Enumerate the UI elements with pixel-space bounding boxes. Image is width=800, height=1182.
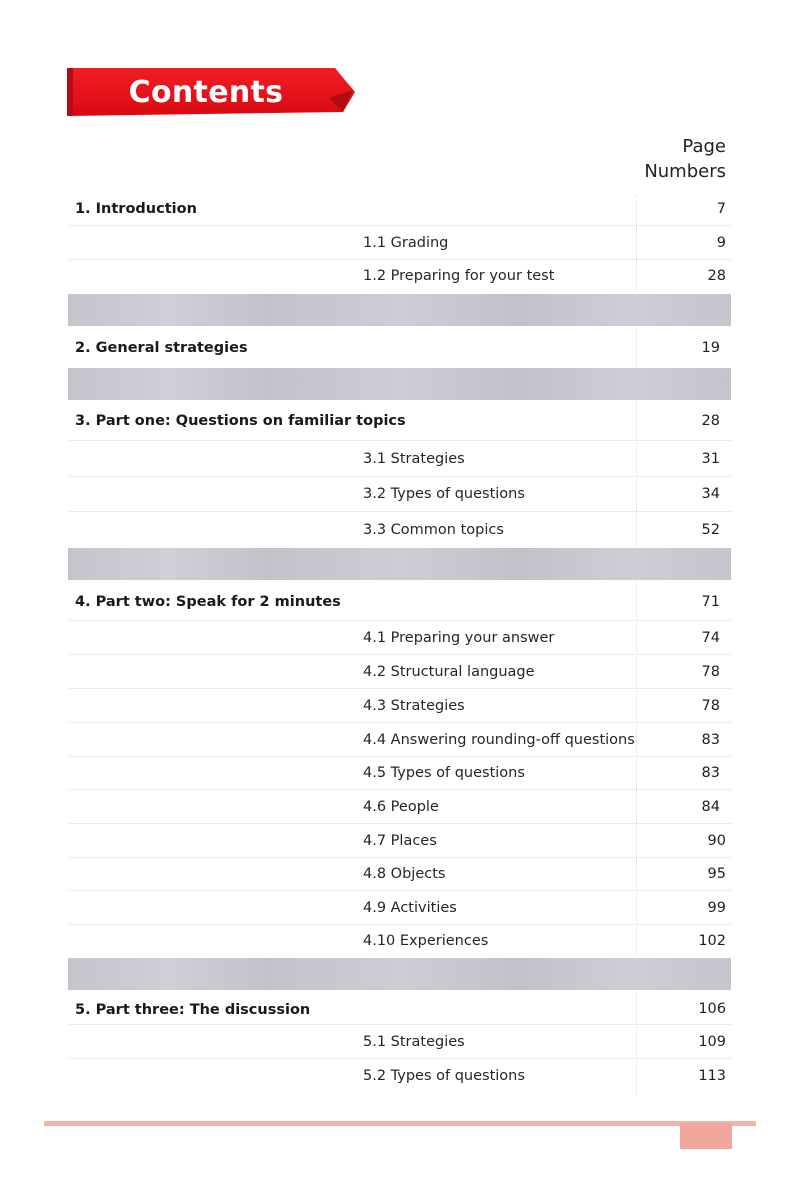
dotted-rule [68,511,731,512]
section-page-number: 19 [701,340,720,356]
page-header-line2: Numbers [644,161,726,182]
dotted-rule [68,476,731,477]
subsection-title: 4.7 Places [363,833,437,849]
section-separator [68,548,731,580]
subsection-title: 4.1 Preparing your answer [363,630,555,646]
dotted-rule [68,789,731,790]
subsection-page-number: 34 [701,486,720,502]
footer-tab [680,1123,732,1149]
section-title: 4. Part two: Speak for 2 minutes [75,594,341,610]
subsection-page-number: 113 [698,1068,726,1084]
subsection-title: 3.3 Common topics [363,522,504,538]
section-page-number: 7 [716,201,726,217]
subsection-title: 5.1 Strategies [363,1034,465,1050]
subsection-page-number: 95 [707,866,726,882]
section-page-number: 106 [698,1001,726,1017]
section-separator [68,958,731,990]
subsection-title: 5.2 Types of questions [363,1068,525,1084]
footer-rule [44,1121,756,1126]
dotted-rule [68,654,731,655]
subsection-title: 3.1 Strategies [363,451,465,467]
subsection-page-number: 52 [701,522,720,538]
subsection-title: 1.2 Preparing for your test [363,268,555,284]
subsection-title: 4.3 Strategies [363,698,465,714]
section-title: 3. Part one: Questions on familiar topics [75,413,406,429]
section-separator [68,294,731,326]
dotted-rule [68,857,731,858]
dotted-rule [68,688,731,689]
section-title: 1. Introduction [75,201,197,217]
subsection-title: 4.8 Objects [363,866,446,882]
subsection-page-number: 83 [701,732,720,748]
dotted-rule [68,225,731,226]
section-page-number: 28 [701,413,720,429]
section-title: 5. Part three: The discussion [75,1002,311,1018]
page-header-line1: Page [682,136,726,157]
subsection-title: 4.5 Types of questions [363,765,525,781]
dotted-rule [68,823,731,824]
section-separator [68,368,731,400]
subsection-title: 3.2 Types of questions [363,486,525,502]
subsection-title: 4.4 Answering rounding-off questions [363,732,635,748]
dotted-rule [68,722,731,723]
subsection-page-number: 74 [701,630,720,646]
subsection-page-number: 78 [701,664,720,680]
dotted-rule [68,890,731,891]
subsection-page-number: 9 [716,235,726,251]
dotted-rule [68,924,731,925]
subsection-page-number: 78 [701,698,720,714]
subsection-title: 4.6 People [363,799,439,815]
subsection-page-number: 90 [707,833,726,849]
subsection-title: 1.1 Grading [363,235,449,251]
section-page-number: 71 [701,594,720,610]
subsection-title: 4.2 Structural language [363,664,535,680]
dotted-rule [68,1024,731,1025]
dotted-rule [68,620,731,621]
section-title: 2. General strategies [75,340,248,356]
dotted-rule [68,1058,731,1059]
subsection-page-number: 84 [701,799,720,815]
dotted-rule [68,440,731,441]
subsection-page-number: 99 [707,900,726,916]
subsection-title: 4.9 Activities [363,900,457,916]
subsection-page-number: 102 [698,933,726,949]
page-title: Contents [128,74,284,110]
subsection-page-number: 83 [701,765,720,781]
dotted-rule [68,259,731,260]
subsection-page-number: 28 [707,268,726,284]
contents-banner [67,68,355,116]
subsection-page-number: 109 [698,1034,726,1050]
page-numbers-header [600,134,726,184]
dotted-rule [68,756,731,757]
subsection-page-number: 31 [701,451,720,467]
subsection-title: 4.10 Experiences [363,933,489,949]
